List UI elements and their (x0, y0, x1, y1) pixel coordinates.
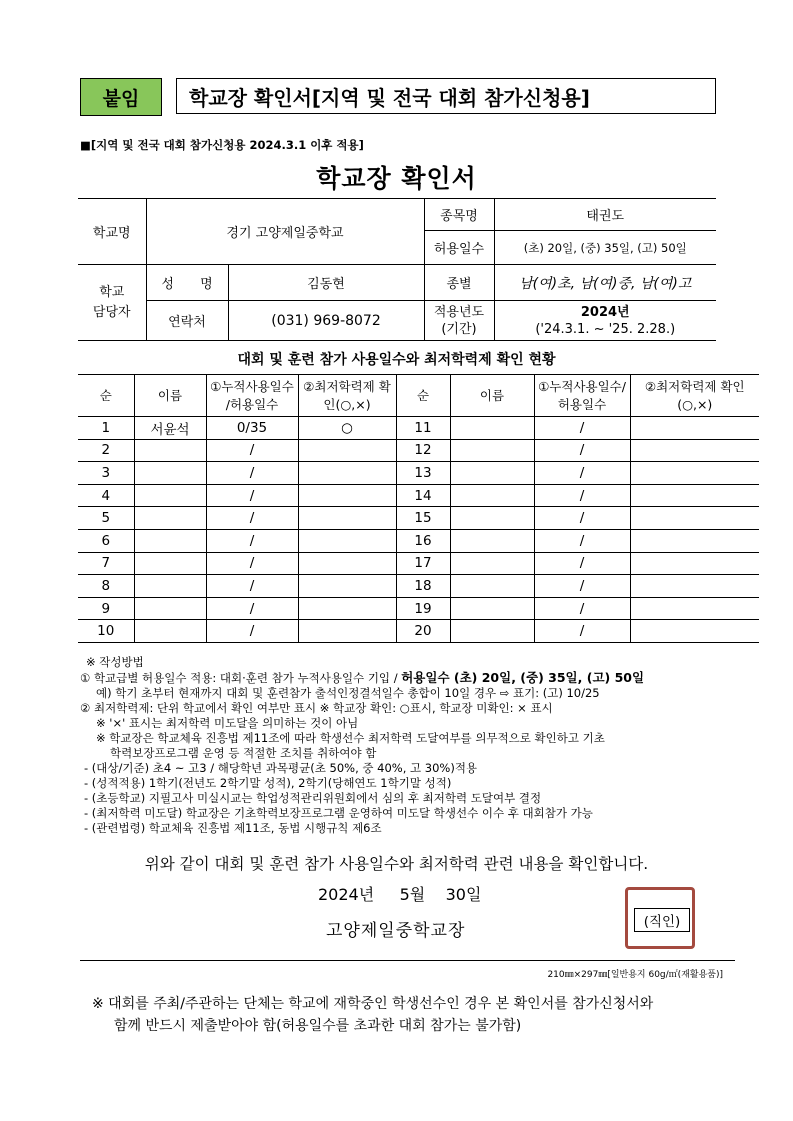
row-no: 10 (78, 620, 134, 643)
row-no: 14 (396, 484, 450, 507)
row-grade (630, 529, 759, 552)
row-days: / (206, 484, 298, 507)
row-grade (298, 439, 396, 462)
row-name (450, 575, 534, 598)
row-days: / (534, 439, 630, 462)
row-name (134, 484, 206, 507)
contact-value: (031) 969-8072 (228, 301, 424, 341)
row-days: / (206, 439, 298, 462)
row-grade (298, 484, 396, 507)
allowed-days-label: 허용일수 (424, 231, 494, 265)
note-4: ※ 학교장은 학교체육 진흥법 제11조에 따라 학생선수 최저학력 도달여부를 의무적으로 확인하고 기초 (96, 731, 605, 745)
note-1-example: 예) 학기 초부터 현재까지 대회 및 훈련참가 출석인정결석일수 총합이 10일 경우 ⇨ 표기: (고) 10/25 (96, 686, 600, 700)
row-grade (630, 552, 759, 575)
row-grade (298, 597, 396, 620)
document-header-title (176, 78, 716, 114)
row-days: 0/35 (206, 417, 298, 440)
year-value-period: ('24.3.1. ~ '25. 2.28.) (535, 321, 676, 337)
row-grade (630, 484, 759, 507)
row-no: 2 (78, 439, 134, 462)
date-day: 30일 (445, 885, 482, 904)
row-grade (298, 575, 396, 598)
row-name (450, 417, 534, 440)
note-9: - (관련법령) 학교체육 진흥법 제11조, 동법 시행규칙 제6조 (84, 821, 382, 835)
table-row (78, 575, 759, 598)
year-value-year: 2024년 (580, 304, 630, 320)
header-days-right: ①누적사용일수/ 허용일수 (534, 375, 630, 417)
row-no: 1 (78, 417, 134, 440)
header-days-left: ①누적사용일수 /허용일수 (206, 375, 298, 417)
note-8: - (최저학력 미도달) 학교장은 기초학력보장프로그램 운영하여 미도달 학생선수 이수 후 대회참가 가능 (84, 806, 593, 820)
row-days: / (206, 620, 298, 643)
row-grade (298, 552, 396, 575)
row-grade (630, 462, 759, 485)
applicability-note: ■[지역 및 전국 대회 참가신청용 2024.3.1 이후 적용] (80, 138, 364, 152)
school-name-label: 학교명 (78, 199, 146, 265)
footnote-line-2: 함께 반드시 제출받아야 함(허용일수를 초과한 대회 참가는 불가함) (114, 1018, 522, 1034)
writing-instructions (80, 655, 760, 836)
row-no: 17 (396, 552, 450, 575)
row-days: / (534, 620, 630, 643)
table-row (78, 462, 759, 485)
row-no: 18 (396, 575, 450, 598)
row-no: 12 (396, 439, 450, 462)
confirmation-statement: 위와 같이 대회 및 훈련 참가 사용일수와 최저학력 관련 내용을 확인합니다. (144, 855, 649, 873)
row-no: 9 (78, 597, 134, 620)
row-days: / (206, 575, 298, 598)
header-name-right: 이름 (450, 375, 534, 417)
attachment-tag (80, 78, 162, 116)
participation-table (78, 374, 759, 643)
row-name (450, 462, 534, 485)
row-grade (630, 597, 759, 620)
row-grade (630, 507, 759, 530)
table-row (78, 529, 759, 552)
note-1-text: ① 학교급별 허용일수 적용: 대회·훈련 참가 누적사용일수 기입 / (80, 671, 402, 685)
document-header-title-text: 학교장 확인서[지역 및 전국 대회 참가신청용] (189, 85, 590, 110)
row-days: / (206, 529, 298, 552)
contact-label: 연락처 (146, 301, 228, 341)
footnote-line-1: ※ 대회를 주최/주관하는 단체는 학교에 재학중인 학생선수인 경우 본 확인서를 참가신청서와 (92, 996, 654, 1012)
name-label: 성 명 (146, 265, 228, 301)
row-name (134, 529, 206, 552)
row-days: / (534, 507, 630, 530)
table-row (78, 507, 759, 530)
row-no: 6 (78, 529, 134, 552)
row-name: 서윤석 (134, 417, 206, 440)
paper-spec: 210㎜×297㎜[일반용지 60g/㎡(재활용품)] (547, 970, 723, 980)
row-no: 4 (78, 484, 134, 507)
table-row (78, 439, 759, 462)
row-days: / (534, 529, 630, 552)
row-no: 19 (396, 597, 450, 620)
year-label (424, 301, 494, 341)
row-no: 20 (396, 620, 450, 643)
row-days: / (534, 575, 630, 598)
date-year: 2024년 (318, 885, 375, 904)
row-grade (630, 417, 759, 440)
row-grade: ○ (298, 417, 396, 440)
divider (80, 960, 735, 961)
section-title: 대회 및 훈련 참가 사용일수와 최저학력제 확인 현황 (237, 352, 556, 368)
row-name (450, 439, 534, 462)
note-2: ② 최저학력제: 단위 학교에서 확인 여부만 표시 ※ 학교장 확인: ○표시, 학교장 미확인: × 표시 (80, 701, 553, 715)
table-row (78, 552, 759, 575)
row-name (134, 439, 206, 462)
row-grade (630, 439, 759, 462)
event-value: 태권도 (494, 199, 716, 231)
row-no: 7 (78, 552, 134, 575)
note-7: - (초등학교) 지필고사 미실시교는 학업성적관리위원회에서 심의 후 최저학력 도달여부 결정 (84, 791, 542, 805)
row-grade (298, 529, 396, 552)
allowed-days-value: (초) 20일, (중) 35일, (고) 50일 (494, 231, 716, 265)
row-no: 3 (78, 462, 134, 485)
page-title: 학교장 확인서 (316, 164, 477, 193)
row-name (134, 597, 206, 620)
row-grade (298, 507, 396, 530)
year-label-line2: (기간) (441, 321, 477, 337)
note-4-cont: 학력보장프로그램 운영 등 적절한 조치를 취하여야 함 (110, 746, 377, 760)
date-month: 5월 (399, 885, 426, 904)
attachment-tag-label: 붙임 (102, 87, 140, 110)
row-no: 15 (396, 507, 450, 530)
row-days: / (206, 507, 298, 530)
table-row (78, 417, 759, 440)
row-name (450, 484, 534, 507)
header-no-left: 순 (78, 375, 134, 417)
table-row (78, 620, 759, 643)
row-days: / (534, 484, 630, 507)
category-label: 종별 (424, 265, 494, 301)
header-no-right: 순 (396, 375, 450, 417)
row-grade (630, 575, 759, 598)
note-1-bold: 허용일수 (초) 20일, (중) 35일, (고) 50일 (401, 670, 645, 685)
row-name (450, 597, 534, 620)
table-row (78, 597, 759, 620)
school-name-value: 경기 고양제일중학교 (146, 199, 424, 265)
row-days: / (534, 462, 630, 485)
header-name-left: 이름 (134, 375, 206, 417)
note-3: ※ '×' 표시는 최저학력 미도달을 의미하는 것이 아님 (96, 716, 359, 730)
notes-heading: ※ 작성방법 (86, 655, 144, 669)
row-name (134, 552, 206, 575)
row-name (134, 462, 206, 485)
row-no: 5 (78, 507, 134, 530)
row-grade (630, 620, 759, 643)
row-no: 11 (396, 417, 450, 440)
row-days: / (534, 597, 630, 620)
row-name (450, 552, 534, 575)
row-name (134, 507, 206, 530)
row-days: / (534, 552, 630, 575)
event-label: 종목명 (424, 199, 494, 231)
category-value: 남(여)초, 남(여)중, 남(여)고 (494, 265, 716, 301)
row-name (134, 620, 206, 643)
row-days: / (206, 597, 298, 620)
seal-label: (직인) (634, 908, 690, 932)
note-5: - (대상/기준) 초4 ~ 고3 / 해당학년 과목평균(초 50%, 중 40%, 고 30%)적용 (84, 761, 478, 775)
submission-footnote (92, 993, 653, 1037)
signature-date (318, 882, 481, 905)
row-name (134, 575, 206, 598)
row-name (450, 620, 534, 643)
school-info-table (78, 198, 716, 341)
row-days: / (206, 462, 298, 485)
row-days: / (206, 552, 298, 575)
note-1 (80, 670, 760, 686)
manager-label-text: 학교 담당자 (92, 284, 131, 320)
manager-label (78, 265, 146, 341)
row-name (450, 529, 534, 552)
header-grade-left: ②최저학력제 확인(○,×) (298, 375, 396, 417)
year-value (494, 301, 716, 341)
principal-title: 고양제일중학교장 (326, 921, 466, 941)
row-grade (298, 462, 396, 485)
note-6: - (성적적용) 1학기(전년도 2학기말 성적), 2학기(당해연도 1학기말 성적) (84, 776, 452, 790)
row-grade (298, 620, 396, 643)
year-label-line1: 적용년도 (433, 304, 485, 320)
name-value: 김동현 (228, 265, 424, 301)
table-row (78, 484, 759, 507)
row-no: 8 (78, 575, 134, 598)
row-name (450, 507, 534, 530)
header-grade-right: ②최저학력제 확인(○,×) (630, 375, 759, 417)
row-no: 16 (396, 529, 450, 552)
row-days: / (534, 417, 630, 440)
row-no: 13 (396, 462, 450, 485)
